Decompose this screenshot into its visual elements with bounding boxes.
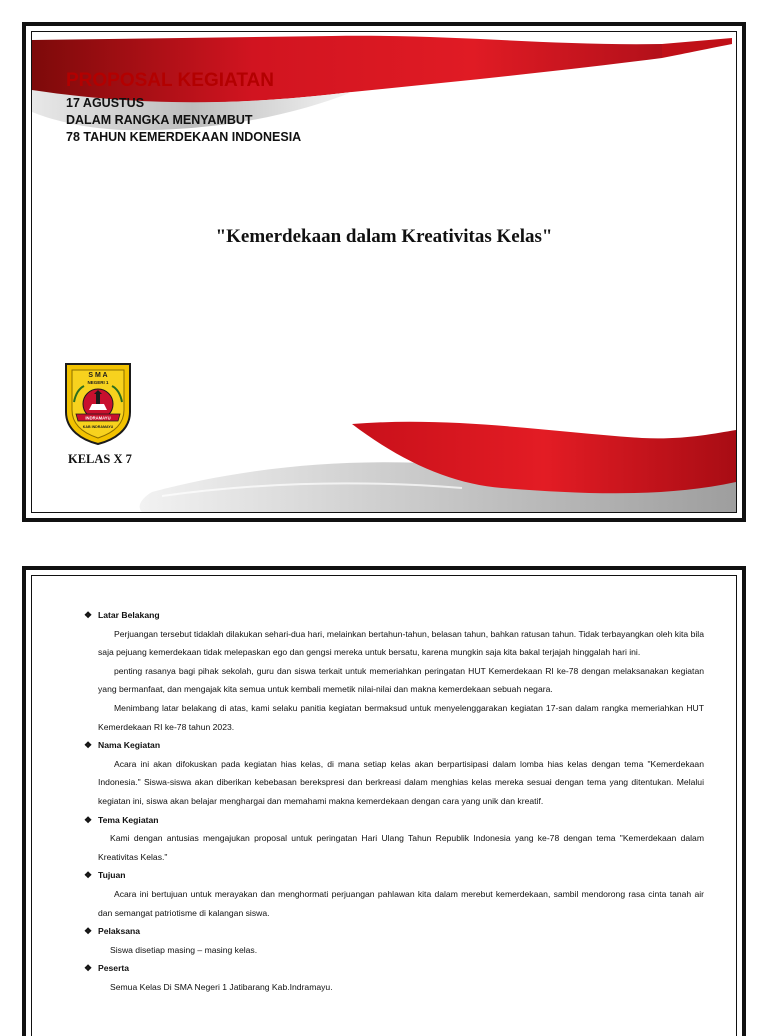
diamond-bullet-icon: ❖ — [84, 963, 93, 974]
cover-page — [22, 22, 746, 522]
diamond-bullet-icon: ❖ — [84, 740, 93, 751]
subtitle-date: 17 AGUSTUS — [66, 96, 145, 110]
section-heading: Peserta — [98, 963, 130, 974]
logo-top-text: S M A — [88, 372, 108, 379]
class-label: KELAS X 7 — [68, 452, 132, 466]
paragraph: Acara ini bertujuan untuk merayakan dan menghormati perjuangan pahlawan kita dalam merebut kemerdekaan, sambil mendorong rasa cinta tanah air dan semangat patriotisme di kalangan siswa. — [98, 888, 704, 918]
section-heading: Tema Kegiatan — [98, 814, 159, 825]
section-heading: Latar Belakang — [98, 610, 160, 620]
theme-heading: "Kemerdekaan dalam Kreativitas Kelas" — [215, 226, 553, 247]
section-latar-belakang — [84, 606, 704, 736]
paragraph: Semua Kelas Di SMA Negeri 1 Jatibarang Kab.Indramayu. — [110, 981, 333, 992]
section-heading: Pelaksana — [98, 926, 141, 937]
section-peserta — [84, 959, 704, 996]
subtitle-context: DALAM RANGKA MENYAMBUT — [66, 113, 253, 127]
school-logo — [62, 360, 134, 446]
diamond-bullet-icon: ❖ — [84, 926, 93, 937]
proposal-body — [84, 606, 704, 996]
paragraph: Menimbang latar belakang di atas, kami selaku panitia kegiatan bermaksud untuk menyelenggarakan kegiatan 17-san dalam rangka memeriahkan HUT Kemerdekaan RI ke-78 tahun 2023. — [98, 702, 704, 732]
logo-sub-text: NEGERI 1 — [87, 380, 109, 385]
paragraph: Siswa disetiap masing – masing kelas. — [110, 944, 258, 955]
section-pelaksana — [84, 922, 704, 959]
paragraph: Perjuangan tersebut tidaklah dilakukan sehari-dua hari, melainkan bertahun-tahun, belasan tahun, bahkan ratusan tahun. Tidak terbayangkan oleh kita bila saja pejuang kemerdekaan tidak melepaskan ego dan gengsi mereka untuk bersatu, karena mungkin saja kita bakal terjajah hinggalah hari ini. — [98, 628, 704, 658]
paragraph: penting rasanya bagi pihak sekolah, guru dan siswa terkait untuk memeriahkan peringatan HUT Kemerdekaan RI ke-78 dengan melaksanakan kegiatan yang bermanfaat, dan mengajak kita semua untuk kembali memetik nilai-nilai dan makna kemerdekaan sebuah negara. — [98, 665, 704, 695]
section-heading: Nama Kegiatan — [98, 740, 161, 751]
proposal-title: PROPOSAL KEGIATAN — [66, 70, 274, 91]
section-nama-kegiatan — [84, 736, 704, 810]
section-heading: Tujuan — [98, 870, 126, 881]
content-page — [22, 566, 746, 1036]
logo-bottom-text: KAB INDRAMAYU — [82, 425, 114, 429]
section-tema-kegiatan — [84, 811, 704, 867]
subtitle-anniversary: 78 TAHUN KEMERDEKAAN INDONESIA — [66, 130, 302, 144]
diamond-bullet-icon: ❖ — [84, 870, 93, 881]
section-tujuan — [84, 866, 704, 922]
bottom-flag-ribbon — [122, 402, 736, 512]
paragraph: Acara ini akan difokuskan pada kegiatan hias kelas, di mana setiap kelas akan berpartisipasi dalam lomba hias kelas dengan tema "Kemerdekaan Indonesia." Siswa-siswa akan diberikan kebebasan berekspresi dan berkreasi dalam menghias kelas mereka sesuai dengan tema yang ditentukan. Melalui kegiatan ini, siswa akan belajar menghargai dan memahami makna kemerdekaan dengan cara yang unik dan kreatif. — [98, 758, 704, 806]
paragraph: Kami dengan antusias mengajukan proposal untuk peringatan Hari Ulang Tahun Republik Indonesia yang ke-78 dengan tema "Kemerdekaan dalam Kreativitas Kelas." — [98, 833, 704, 862]
diamond-bullet-icon: ❖ — [84, 610, 93, 620]
logo-ribbon-text: INDRAMAYU — [85, 415, 111, 421]
diamond-bullet-icon: ❖ — [84, 814, 93, 825]
